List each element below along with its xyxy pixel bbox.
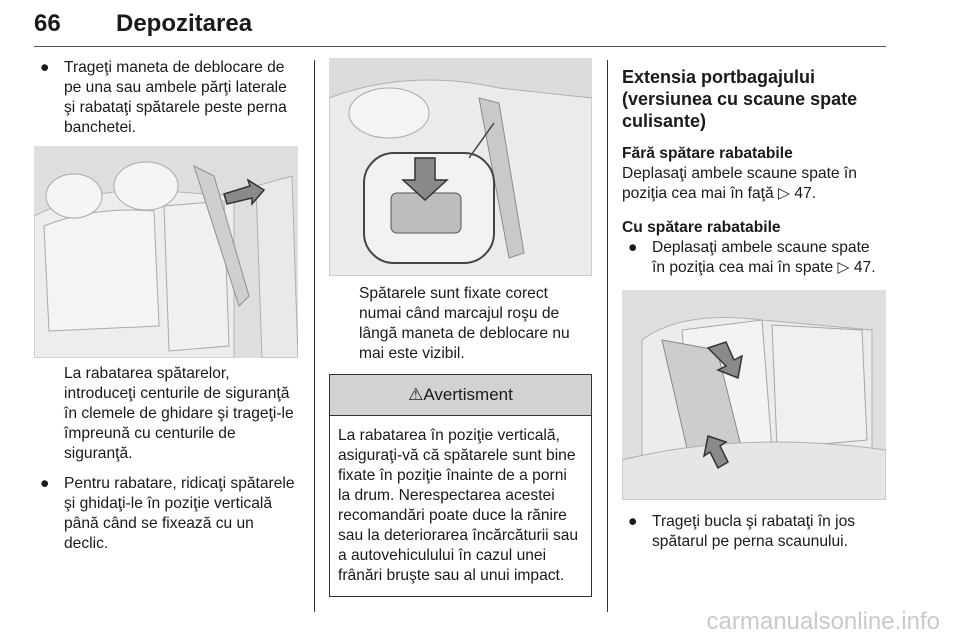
sliding-seat-illustration xyxy=(622,290,886,500)
page-reference-link[interactable]: 47. xyxy=(853,259,876,276)
bullet-item xyxy=(622,512,886,552)
bullet-icon: ● xyxy=(40,59,50,76)
bullet-item xyxy=(34,474,298,554)
subheading-folding-backrests: Cu spătare rabatabile xyxy=(622,219,781,236)
bullet-icon: ● xyxy=(40,475,50,492)
column-2 xyxy=(329,58,592,597)
sliding-seat-svg xyxy=(622,290,886,500)
paragraph xyxy=(622,164,886,204)
page-number: 66 xyxy=(34,10,61,37)
paragraph-text: Deplasaţi ambele scaune spate în poziţia cea mai în faţă xyxy=(622,165,857,202)
page-title: Depozitarea xyxy=(116,10,253,37)
section-heading: Extensia portbagajului (versiunea cu scaune spate culisante) xyxy=(622,67,858,131)
warning-icon: ⚠ xyxy=(408,385,424,404)
bullet-text: Trageţi maneta de deblocare de pe una sau ambele părţi laterale şi rabataţi spătarele peste perna banchetei. xyxy=(64,59,287,136)
column-divider-1 xyxy=(314,60,315,612)
column-divider-2 xyxy=(607,60,608,612)
watermark: carmanualsonline.info xyxy=(706,608,940,635)
image-caption: La rabatarea spătarelor, introduceţi centurile de siguranţă în clemele de ghidare şi trageţi-le împreună cu centurile de siguranţă. xyxy=(64,365,294,462)
bullet-item xyxy=(34,58,298,138)
lever-illustration-svg xyxy=(329,58,592,276)
bullet-text: Pentru rabatare, ridicaţi spătarele şi ghidaţi-le în poziţie verticală până când se fixează cu un declic. xyxy=(64,475,295,552)
warning-box xyxy=(329,374,592,597)
rear-seat-belt-illustration xyxy=(34,146,298,358)
page-reference-link[interactable]: 47. xyxy=(794,185,817,202)
warning-title: Avertisment xyxy=(423,385,513,404)
bullet-text: Trageţi bucla şi rabataţi în jos spătarul pe perna scaunului. xyxy=(652,513,856,550)
seat-illustration-svg xyxy=(34,146,298,358)
column-1 xyxy=(34,58,298,554)
reference-arrow-icon: ▷ xyxy=(837,259,850,276)
warning-text: La rabatarea în poziţie verticală, asiguraţi-vă că spătarele sunt bine fixate în poziţie înainte de a porni la drum. Nerespectarea acestei recomandări poate duce la rănire sau la deteriorarea încărcăturii sau a autovehiculului în cazul unei frânări bruşte sau al unui impact. xyxy=(338,427,579,584)
release-lever-illustration xyxy=(329,58,592,276)
bullet-icon: ● xyxy=(628,513,638,530)
subheading-no-folding-backrests: Fără spătare rabatabile xyxy=(622,145,793,162)
bullet-text: Deplasaţi ambele scaune spate în poziţia cea mai în spate xyxy=(652,239,870,276)
reference-arrow-icon: ▷ xyxy=(778,185,791,202)
column-3 xyxy=(622,58,886,552)
bullet-item xyxy=(622,238,886,278)
page-header xyxy=(34,6,886,47)
bullet-icon: ● xyxy=(628,239,638,256)
image-caption: Spătarele sunt fixate corect numai când marcajul roşu de lângă maneta de deblocare nu mai este vizibil. xyxy=(359,285,570,362)
warning-header xyxy=(330,375,591,416)
